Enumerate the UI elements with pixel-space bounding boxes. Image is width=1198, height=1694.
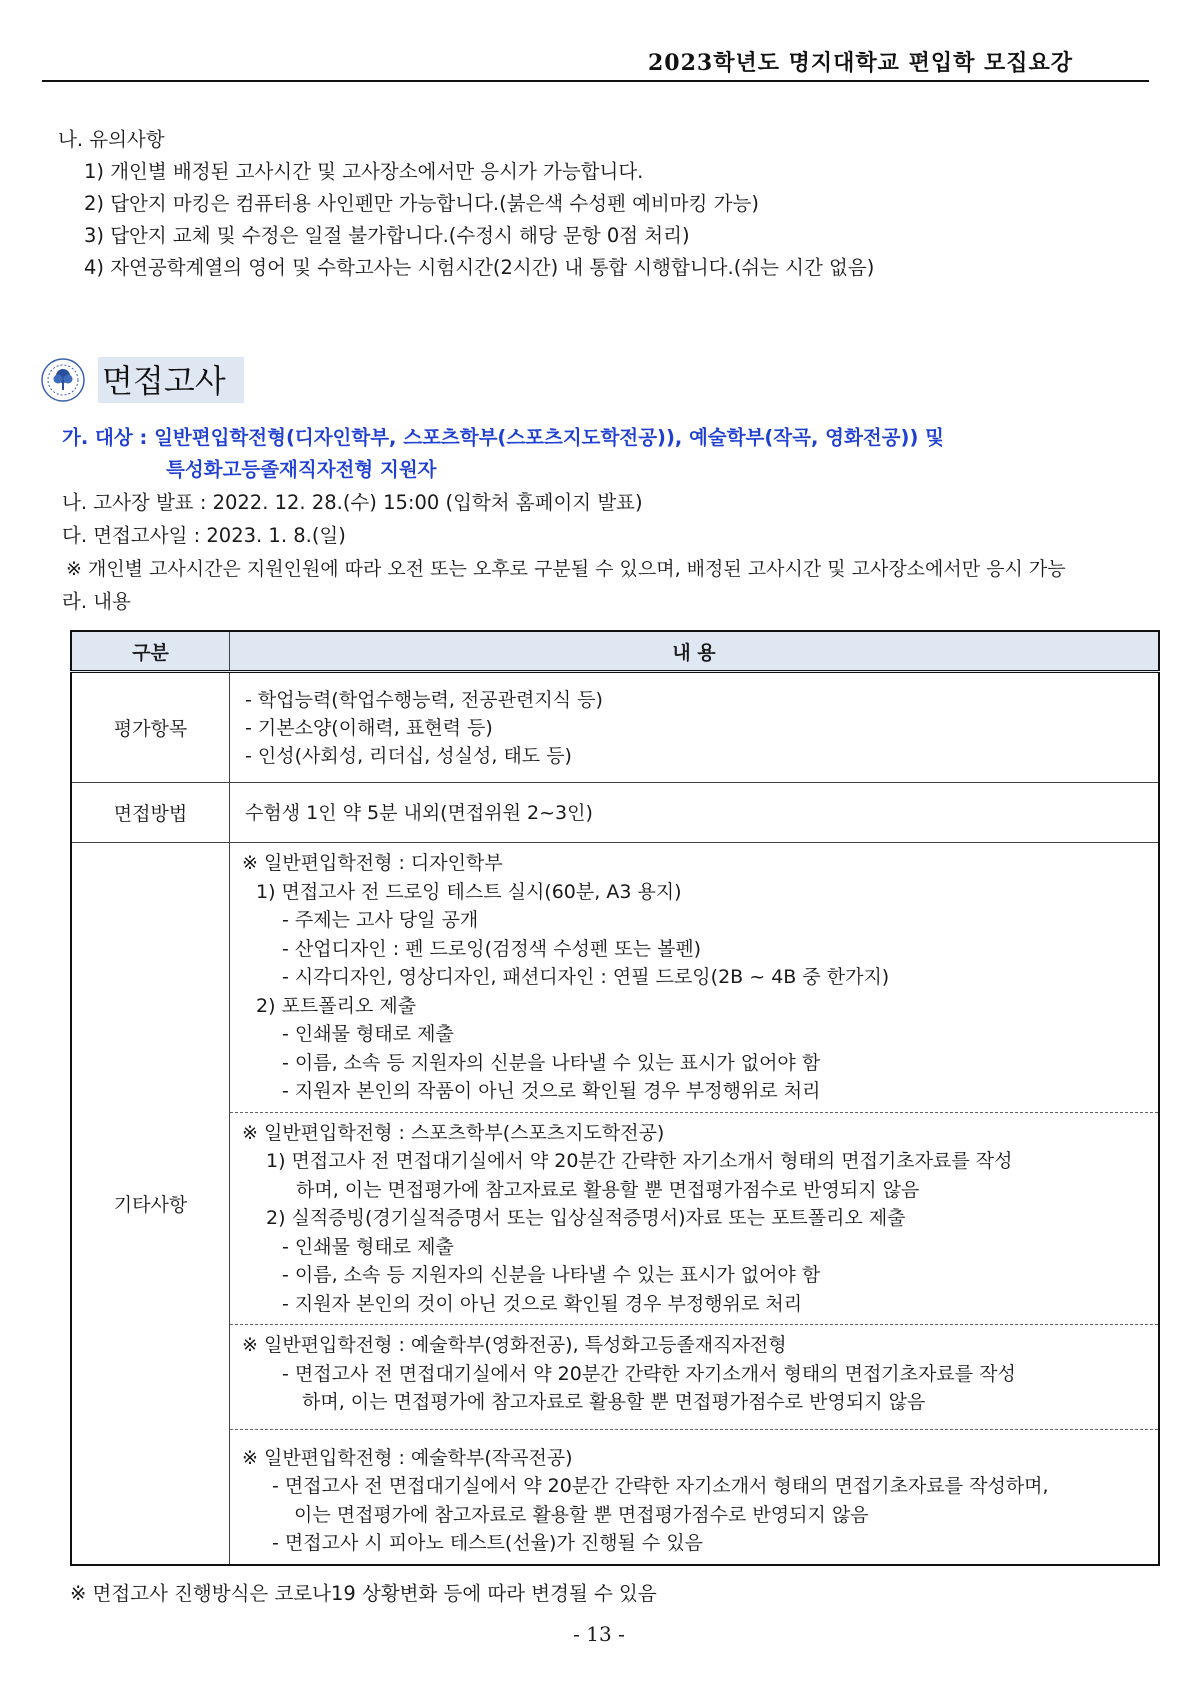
table-row xyxy=(71,783,1159,843)
table-header: 구분 xyxy=(71,631,230,672)
university-emblem-icon xyxy=(40,357,86,403)
content-block xyxy=(230,1430,1158,1564)
content-line: 2) 포트폴리오 제출 xyxy=(256,994,417,1017)
notes-item: 2) 답안지 마킹은 컴퓨터용 사인펜만 가능합니다.(붉은색 수성펜 예비마킹 가능) xyxy=(84,192,759,215)
interview-content-table xyxy=(70,630,1160,1566)
content-line: 2) 실적증빙(경기실적증명서 또는 입상실적증명서)자료 또는 포트폴리오 제출 xyxy=(266,1207,906,1229)
row-content xyxy=(230,672,1160,783)
document-header-title: 2023학년도 명지대학교 편입학 모집요강 xyxy=(648,50,1073,76)
row-content xyxy=(230,783,1160,843)
content-line: - 면접고사 전 면접대기실에서 약 20분간 간략한 자기소개서 형태의 면접기초자료를 작성 xyxy=(282,1362,1016,1385)
target-line-continued: 특성화고등졸재직자전형 지원자 xyxy=(166,458,437,481)
notes-item: 1) 개인별 배정된 고사시간 및 고사장소에서만 응시가 가능합니다. xyxy=(84,160,644,183)
content-line: ※ 일반편입학전형 : 예술학부(영화전공), 특성화고등졸재직자전형 xyxy=(242,1334,787,1356)
content-line: - 지원자 본인의 작품이 아닌 것으로 확인될 경우 부정행위로 처리 xyxy=(282,1080,821,1102)
content-line: - 면접고사 전 면접대기실에서 약 20분간 간략한 자기소개서 형태의 면접기초자료를 작성하며, xyxy=(272,1475,1049,1497)
content-block xyxy=(230,1113,1158,1326)
row-content xyxy=(230,843,1160,1565)
section-heading xyxy=(40,357,340,405)
content-line: - 지원자 본인의 것이 아닌 것으로 확인될 경우 부정행위로 처리 xyxy=(282,1292,803,1315)
content-line: - 인쇄물 형태로 제출 xyxy=(282,1235,454,1258)
target-line: 가. 대상 : 일반편입학전형(디자인학부, 스포츠학부(스포츠지도학전공)), 예술학부(작곡, 영화전공)) 및 xyxy=(62,426,944,449)
date-line: 다. 면접고사일 : 2023. 1. 8.(일) xyxy=(62,524,346,547)
table-header: 내 용 xyxy=(230,631,1160,672)
notes-item: 4) 자연공학계열의 영어 및 수학고사는 시험시간(2시간) 내 통합 시행합니다.(쉬는 시간 없음) xyxy=(84,256,875,279)
content-line: - 시각디자인, 영상디자인, 패션디자인 : 연필 드로잉(2B ~ 4B 중 한가지) xyxy=(282,966,890,988)
content-line: - 면접고사 시 피아노 테스트(선율)가 진행될 수 있음 xyxy=(272,1532,704,1554)
content-line: 이는 면접평가에 참고자료로 활용할 뿐 면접평가점수로 반영되지 않음 xyxy=(294,1503,869,1526)
content-line: ※ 일반편입학전형 : 스포츠학부(스포츠지도학전공) xyxy=(242,1121,665,1144)
content-block xyxy=(230,843,1158,1113)
notes-item: 3) 답안지 교체 및 수정은 일절 불가합니다.(수정시 해당 문항 0점 처리) xyxy=(84,224,690,247)
page-number: - 13 - xyxy=(573,1622,625,1646)
content-line: 1) 면접고사 전 드로잉 테스트 실시(60분, A3 용지) xyxy=(256,880,682,903)
content-line: 하며, 이는 면접평가에 참고자료로 활용할 뿐 면접평가점수로 반영되지 않음 xyxy=(302,1391,926,1413)
content-line: - 산업디자인 : 펜 드로잉(검정색 수성펜 또는 볼펜) xyxy=(282,937,702,960)
table-header-row xyxy=(71,631,1159,672)
notes-heading: 나. 유의사항 xyxy=(58,128,165,151)
announce-line: 나. 고사장 발표 : 2022. 12. 28.(수) 15:00 (입학처 홈페이지 발표) xyxy=(62,491,643,514)
content-line: - 기본소양(이해력, 표현력 등) xyxy=(245,716,493,739)
content-line: 하며, 이는 면접평가에 참고자료로 활용할 뿐 면접평가점수로 반영되지 않음 xyxy=(296,1178,920,1201)
content-line: - 이름, 소속 등 지원자의 신분을 나타낼 수 있는 표시가 없어야 함 xyxy=(282,1051,821,1074)
content-block xyxy=(230,1325,1158,1430)
content-line: - 인성(사회성, 리더십, 성실성, 태도 등) xyxy=(245,744,572,767)
content-line: - 학업능력(학업수행능력, 전공관련지식 등) xyxy=(245,688,603,711)
content-heading: 라. 내용 xyxy=(62,590,131,613)
content-line: 수험생 1인 약 5분 내외(면접위원 2~3인) xyxy=(245,801,593,824)
row-category: 면접방법 xyxy=(71,783,230,843)
content-line: ※ 일반편입학전형 : 디자인학부 xyxy=(242,852,503,874)
row-category: 평가항목 xyxy=(71,672,230,783)
table-row xyxy=(71,672,1159,783)
content-line: - 인쇄물 형태로 제출 xyxy=(282,1023,454,1045)
section-title: 면접고사 xyxy=(98,357,244,403)
content-line: ※ 일반편입학전형 : 예술학부(작곡전공) xyxy=(242,1446,573,1469)
content-line: 1) 면접고사 전 면접대기실에서 약 20분간 간략한 자기소개서 형태의 면접기초자료를 작성 xyxy=(266,1150,1013,1172)
row-category: 기타사항 xyxy=(71,843,230,1565)
content-line: - 이름, 소속 등 지원자의 신분을 나타낼 수 있는 표시가 없어야 함 xyxy=(282,1264,821,1286)
content-line: - 주제는 고사 당일 공개 xyxy=(282,909,479,931)
header-rule xyxy=(42,80,1149,82)
table-row xyxy=(71,843,1159,1565)
remark-line: ※ 개인별 고사시간은 지원인원에 따라 오전 또는 오후로 구분될 수 있으며, 배정된 고사시간 및 고사장소에서만 응시 가능 xyxy=(66,558,1066,580)
footer-note: ※ 면접고사 진행방식은 코로나19 상황변화 등에 따라 변경될 수 있음 xyxy=(70,1582,657,1605)
